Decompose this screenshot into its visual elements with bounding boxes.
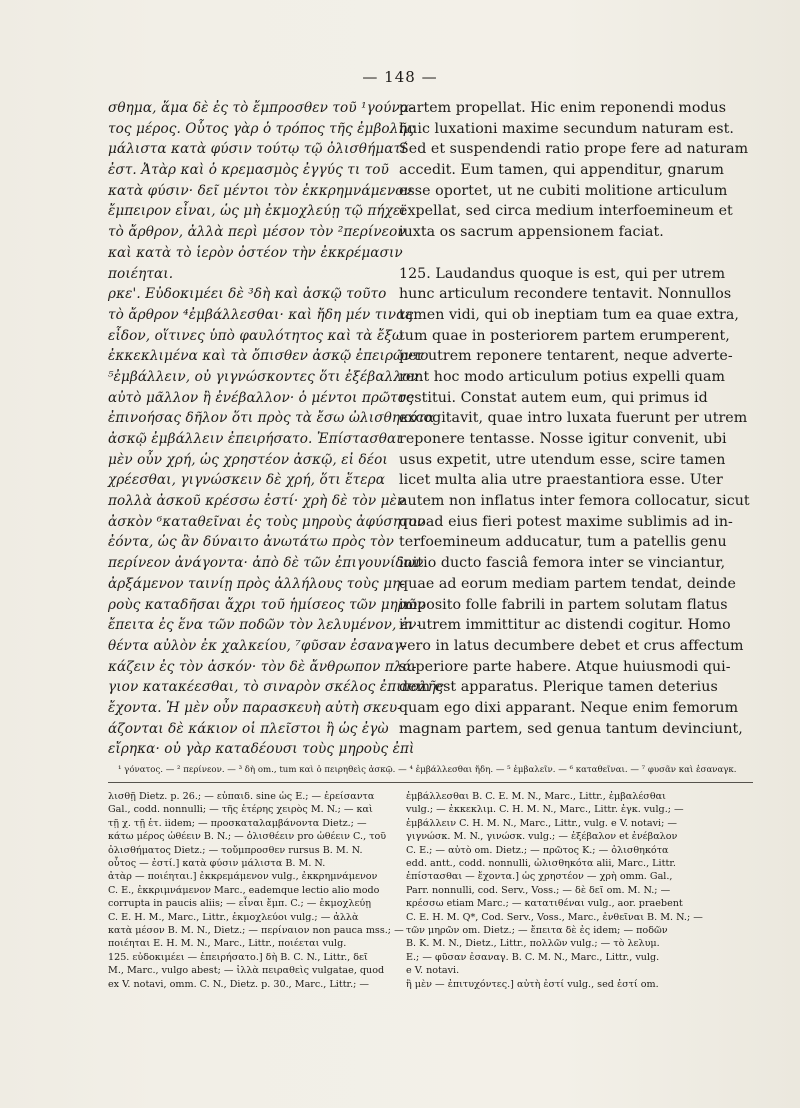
apparatus-line: M., Marc., vulgo abest; — ἰλλὰ πειραθεὶς vulgatae, quod (108, 965, 385, 977)
greek-text-line: άζονται δὲ κάκιον οἱ πλεῖστοι ἢ ὡς ἐγὼ (108, 720, 389, 737)
greek-text-line: περίνεον ἀνάγοντα· ἀπὸ δὲ τῶν ἐπιγουνίδων (108, 555, 424, 572)
greek-text-line: ἀσκὸν ⁶καταθεῖναι ἐς τοὺς μηροὺς ἀφύσητον (108, 513, 426, 530)
apparatus-line: C. E. H. M., Marc., Littr., ἐκμοχλεύοι vulg.; — ἀλλὰ (108, 911, 359, 923)
latin-text-line: initio ducto fasciâ femora inter se vinciantur, (399, 555, 726, 572)
latin-text-line: accedit. Eum tamen, qui appenditur, gnarum (399, 162, 724, 179)
greek-text-line: ποιέηται. (108, 265, 174, 282)
apparatus-line: κάτω μέρος ὠθέειν B. N.; — ὀλισθέειν pro ὠθέειν C., τοῦ (108, 831, 387, 843)
greek-text-line: αὐτὸ μᾶλλον ἢ ἐνέβαλλον· ὁ μέντοι πρῶτος (108, 389, 414, 406)
latin-text-line: licet multa alia utre praestantiora esse. Uter (399, 472, 723, 489)
greek-text-line: μὲν οὖν χρή, ὡς χρηστέον ἀσκῷ, εἰ δέοι (108, 451, 388, 468)
latin-text-line: dem est apparatus. Plerique tamen deterius (399, 679, 718, 696)
apparatus-line: C. E.; — αὐτὸ om. Dietz.; — πρῶτος K.; — ὀλισθηκότα (406, 844, 669, 856)
apparatus-line: ὀλισθήματος Dietz.; — τοὔμπροσθεν rursus B. M. N. (108, 844, 363, 856)
apparatus-line: γιγνώσκ. M. N., γινώσκ. vulg.; — ἐξέβαλον et ἐνέβαλον (406, 831, 678, 843)
apparatus-line: e V. notavi. (406, 965, 460, 977)
greek-text-line: εἶδον, οἵτινες ὑπὸ φαυλότητος καὶ τὰ ἔξω (108, 327, 404, 344)
latin-text-line (399, 243, 751, 264)
apparatus-line: B. K. M. N., Dietz., Littr., πολλῶν vulg.; — τὸ λελυμ. (406, 938, 660, 950)
greek-text-line: ἔμπειρον εἶναι, ὡς μὴ ἐκμοχλεύῃ τῷ πήχεϊ (108, 203, 406, 220)
apparatus-line: ποιέηται E. H. M. N., Marc., Littr., ποιέεται vulg. (108, 938, 347, 950)
greek-text-line: ἐκκεκλιμένα καὶ τὰ ὄπισθεν ἀσκῷ ἐπειρῶντο (108, 348, 429, 365)
latin-text-line: terfoemineum adducatur, tum a patellis genu (399, 534, 727, 551)
latin-text-line: in utrem immittitur ac distendi cogitur. Homo (399, 617, 731, 634)
latin-text-line: tamen vidi, qui ob ineptiam tum ea quae extra, (399, 306, 739, 323)
greek-text-line: ἐστ. Ἀτὰρ καὶ ὁ κρεμασμὸς ἐγγύς τι τοῦ (108, 162, 389, 179)
footnote-line: ¹ γόνατος. — ² περίνεον. — ³ δὴ om., tum καὶ ὁ πειρηθεὶς ἀσκῷ. — ⁴ ἐμβάλλεσθαι ἤδη. — ⁵ ἐμβαλεῖν. — ⁶ καταθεῖναι. — ⁷ φυσᾶν καὶ ἐσαναγκ. (118, 765, 737, 775)
apparatus-line: ἀτὰρ — ποιέηται.] ἐκκρεμάμενον vulg., ἐκκρημνάμενον (108, 871, 378, 883)
latin-text-line: tum quae in posteriorem partem erumperent, (399, 327, 730, 344)
latin-text-line: 125. Laudandus quoque is est, qui per utrem (399, 265, 726, 282)
greek-text-line: γιον κατακέεσθαι, τὸ σιναρὸν σκέλος ἐπιπολῆς (108, 679, 444, 696)
greek-text-line: ἐπινοήσας δῆλον ὅτι πρὸς τὰ ἔσω ὠλισθηκότα (108, 410, 435, 427)
greek-text-line: θέντα αὐλὸν ἐκ χαλκείου, ⁷φῦσαν ἐσαναγ- (108, 637, 407, 654)
footnote-divider (108, 782, 753, 783)
latin-text-line: usus expetit, utre utendum esse, scire tamen (399, 451, 726, 468)
apparatus-line: οὗτος — ἐστί.] κατὰ φύσιν μάλιστα B. M. N. (108, 858, 326, 870)
greek-text-line: ροὺς καταδῆσαι ἄχρι τοῦ ἡμίσεος τῶν μηρῶν· (108, 596, 430, 613)
latin-text-line: hunc articulum recondere tentavit. Nonnullos (399, 286, 732, 303)
apparatus-line: λισθῇ Dietz. p. 26.; — εὐπαιδ. sine ὡς E.; — ἐρείσαντα (108, 791, 375, 802)
apparatus-line: ἐπίστασθαι — ἔχοντα.] ὡς χρηστέον — χρὴ omm. Gal., (406, 871, 673, 883)
greek-text-line: ἔχοντα. Ἡ μὲν οὖν παρασκευὴ αὐτὴ σκευ- (108, 699, 402, 716)
apparatus-right-column (406, 790, 756, 991)
greek-text-line: τος μέρος. Οὗτος γὰρ ὁ τρόπος τῆς ἐμβολῆς (108, 120, 415, 137)
apparatus-line: vulg.; — ἐκκεκλιμ. C. H. M. N., Marc., Littr. ἐγκ. vulg.; — (406, 804, 684, 816)
latin-text-line: Sed et suspendendi ratio prope fere ad naturam (399, 141, 749, 158)
greek-text-line: μάλιστα κατὰ φύσιν τούτῳ τῷ ὀλισθήματί (108, 141, 407, 158)
greek-text-line: κατὰ φύσιν· δεῖ μέντοι τὸν ἐκκρημνάμενον (108, 182, 412, 199)
greek-text-line: κάζειν ἐς τὸν ἀσκόν· τὸν δὲ ἄνθρωπον πλά- (108, 658, 417, 675)
apparatus-line: Gal., codd. nonnulli; — τῆς ἑτέρης χειρὸς M. N.; — καὶ (108, 804, 373, 816)
apparatus-left-column (108, 790, 404, 991)
apparatus-line: E.; — φῦσαν ἐσαναγ. B. C. M. N., Marc., Littr., vulg. (406, 951, 660, 963)
latin-text-line: autem non inflatus inter femora collocatur, sicut (399, 493, 750, 510)
latin-text-line: excogitavit, quae intro luxata fuerunt per utrem (399, 410, 748, 427)
apparatus-line: corrupta in paucis aliis; — εἶναι ἔμπ. C.; — ἐκμοχλεύῃ (108, 898, 372, 910)
greek-text-line: τὸ ἄρθρον, ἀλλὰ περὶ μέσον τὸν ²περίνεον (108, 224, 406, 241)
apparatus-line: ἐμβάλλειν C. H. M. N., Marc., Littr., vulg. e V. notavi; — (406, 817, 677, 829)
greek-text-line: ἔπειτα ἐς ἕνα τῶν ποδῶν τὸν λελυμένον, ἐν- (108, 617, 422, 634)
latin-text-line: per utrem reponere tentarent, neque adverte- (399, 348, 733, 365)
latin-text-line: reponere tentasse. Nosse igitur convenit, ubi (399, 431, 727, 447)
latin-text-line: partem propellat. Hic enim reponendi modus (399, 100, 727, 116)
greek-text-line: ἀσκῷ ἐμβάλλειν ἐπειρήσατο. Ἐπίστασθαι (108, 431, 402, 447)
greek-text-line: εἴρηκα· οὐ γὰρ καταδέουσι τοὺς μηροὺς ἐπὶ (108, 741, 415, 758)
greek-text-line: πολλὰ ἀσκοῦ κρέσσω ἐστί· χρὴ δὲ τὸν μὲν (108, 493, 406, 510)
latin-text-line: imposito folle fabrili in partem solutam flatus (399, 596, 728, 613)
apparatus-line: κατὰ μέσον B. M. N., Dietz.; — περίναιον non pauca mss.; — (108, 925, 404, 937)
greek-text-column (108, 98, 444, 760)
latin-text-line: expellat, sed circa medium interfoemineum et (399, 203, 733, 220)
latin-text-line: huic luxationi maxime secundum naturam est. (399, 120, 734, 137)
greek-text-line: ⁵ἐμβάλλειν, οὐ γιγνώσκοντες ὅτι ἐξέβαλλον (108, 368, 419, 385)
greek-text-line: καὶ κατὰ τὸ ἱερὸν ὀστέον τὴν ἐκκρέμασιν (108, 244, 403, 261)
latin-text-line: vero in latus decumbere debet et crus affectum (399, 637, 744, 654)
apparatus-line: 125. εὐδοκιμέει — ἐπειρήσατο.] δὴ B. C. N., Littr., δεῖ (108, 951, 368, 963)
apparatus-line: ex V. notavi, omm. C. N., Dietz. p. 30., Marc., Littr.; — (108, 978, 370, 990)
apparatus-line: κρέσσω etiam Marc.; — κατατιθέναι vulg., aor. praebent (406, 898, 683, 910)
latin-text-line: rent hoc modo articulum potius expelli quam (399, 368, 726, 385)
page-number: — 148 — (362, 68, 438, 86)
latin-text-line: esse oportet, ut ne cubiti molitione articulum (399, 182, 728, 199)
latin-text-line: iuxta os sacrum appensionem faciat. (399, 224, 664, 241)
apparatus-line: ἢ μὲν — ἐπιτυχόντες.] αὐτὴ ἐστί vulg., sed ἐστί om. (406, 978, 659, 990)
apparatus-line: ἐμβάλλεσθαι B. C. E. M. N., Marc., Littr., ἐμβαλέσθαι (406, 791, 666, 802)
latin-text-line: superiore parte habere. Atque huiusmodi qui- (399, 658, 731, 675)
apparatus-line: τῶν μηρῶν om. Dietz.; — ἔπειτα δὲ ἐς idem; — ποδῶν (406, 925, 668, 937)
greek-text-line: ρκε'. Εὐδοκιμέει δὲ ³δὴ καὶ ἀσκῷ τοῦτο (108, 286, 387, 303)
latin-text-line: restitui. Constat autem eum, qui primus id (399, 389, 708, 406)
apparatus-line: C. E., ἐκκριμνάμενον Marc., eademque lectio alio modo (108, 884, 380, 896)
greek-text-line: ἀρξάμενον ταινίῃ πρὸς ἀλλήλους τοὺς μη- (108, 575, 406, 592)
apparatus-line: τῇ χ. τῇ ἑτ. iidem; — προσκαταλαμβάνοντα Dietz.; — (108, 817, 367, 829)
latin-text-line: magnam partem, sed genua tantum devinciunt, (399, 720, 743, 737)
apparatus-line: C. E. H. M. Q*, Cod. Serv., Voss., Marc., ἐνθεῖναι B. M. N.; — (406, 911, 703, 923)
apparatus-line: edd. antt., codd. nonnulli, ὠλισθηκότα alii, Marc., Littr. (406, 858, 676, 870)
latin-text-line: quoad eius fieri potest maxime sublimis ad in- (399, 513, 733, 530)
greek-text-line: ἐόντα, ὡς ἂν δύναιτο ἀνωτάτω πρὸς τὸν (108, 534, 394, 551)
latin-text-column (399, 98, 751, 739)
latin-text-line: quam ego dixi apparant. Neque enim femorum (399, 699, 739, 716)
greek-text-line: χρέεσθαι, γιγνώσκειν δὲ χρή, ὅτι ἕτερα (108, 472, 386, 489)
latin-text-line: quae ad eorum mediam partem tendat, deinde (399, 575, 736, 592)
greek-text-line: τὸ ἄρθρον ⁴ἐμβάλλεσθαι· καὶ ἤδη μέν τινας (108, 306, 414, 323)
greek-text-line: σθημα, ἅμα δὲ ἐς τὸ ἔμπροσθεν τοῦ ¹γούνα- (108, 100, 414, 116)
apparatus-line: Parr. nonnulli, cod. Serv., Voss.; — δὲ δεῖ om. M. N.; — (406, 884, 671, 896)
